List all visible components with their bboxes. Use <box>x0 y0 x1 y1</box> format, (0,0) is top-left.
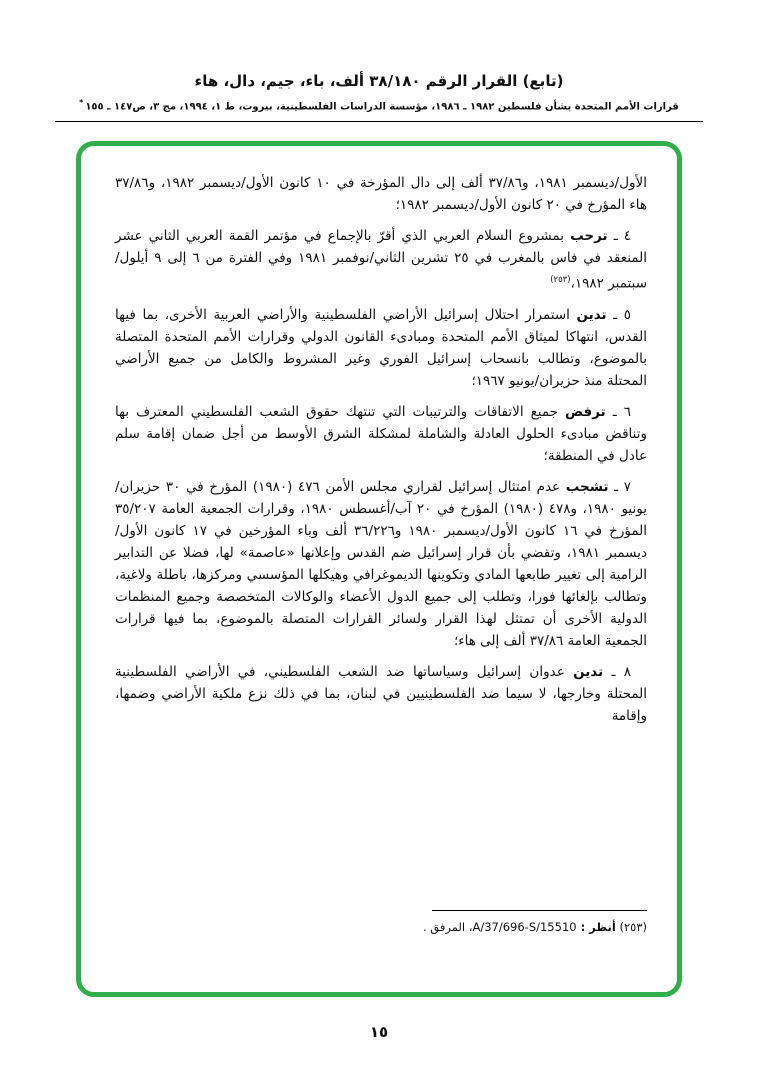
body-paragraph <box>115 172 647 216</box>
text-frame <box>76 141 682 997</box>
body-paragraph <box>115 476 647 652</box>
footnote-reference-mark: (٢٥٣) <box>550 275 571 286</box>
paragraph-text: الأول/ديسمبر ١٩٨١، و٣٧/٨٦ ألف إلى دال المؤرخة في ١٠ كانون الأول/ديسمبر ١٩٨٢، و٣٧/٨٦ هاء المؤرخ في ٢٠ كانون الأول/ديسمبر ١٩٨٢؛ <box>115 175 647 214</box>
page-number: ١٥ <box>369 1023 389 1042</box>
footnote <box>115 920 647 934</box>
paragraph-text: بمشروع السلام العربي الذي أقرّ بالإجماع في مؤتمر القمة العربي الثاني عشر المنعقد في فاس بالمغرب في ٢٥ تشرين الثاني/نوفمبر ١٩٨١ وفي الفترة من ٦ إلى ٩ أيلول/سبتمبر ١٩٨٢، <box>115 228 648 292</box>
footnote-document-symbol: A/37/696-S/15510 <box>472 920 577 935</box>
paragraph-number: ٤ ـ <box>607 228 632 245</box>
paragraph-lead: تدين <box>573 663 604 680</box>
body-paragraph <box>115 304 647 392</box>
footnote-marker: (٢٥٣) <box>615 920 647 935</box>
paragraph-lead: ترحب <box>570 228 608 245</box>
page-header <box>0 0 758 122</box>
footnote-suffix: ، المرفق . <box>423 920 473 935</box>
paragraph-lead: تدين <box>576 306 607 323</box>
body-paragraph <box>115 661 647 727</box>
body-paragraph <box>115 225 647 295</box>
paragraph-text: جميع الاتفاقات والترتيبات التي تنتهك حقوق الشعب الفلسطيني المعترف بها وتناقض مبادىء الحلول العادلة والشاملة لمشكلة الشرق الأوسط من أجل ضمان إقامة سلم عادل في المنطقة؛ <box>115 403 647 464</box>
paragraph-number: ٧ ـ <box>608 478 631 495</box>
paragraph-text: استمرار احتلال إسرائيل الأراضي الفلسطينية والأراضي العربية الأخرى، بما فيها القدس، انتهاكا لميثاق الأمم المتحدة ومبادىء القانون الدولي وقرارات الأمم المتحدة المتصلة بالموضوع، وتطالب بانسحاب إسرائيل الفوري وغير المشروط والكامل من جميع الأراضي المحتلة منذ حزيران/يونيو ١٩٦٧؛ <box>115 306 647 389</box>
paragraph-text: عدوان إسرائيل وسياساتها ضد الشعب الفلسطيني، في الأراضي الفلسطينية المحتلة وخارجها، لا سيما ضد الفلسطينيين في لبنان، بما في ذلك نزع ملكية الأراضي وضمها، وإقامة <box>115 663 647 724</box>
source-note-mark: * <box>79 98 84 107</box>
source-citation <box>0 98 758 112</box>
paragraph-number: ٨ ـ <box>603 663 631 680</box>
body-paragraph <box>115 401 647 467</box>
paragraph-text: عدم امتثال إسرائيل لقراري مجلس الأمن ٤٧٦ (١٩٨٠) المؤرخ في ٣٠ حزيران/يونيو ١٩٨٠، و٤٧٨ (١٩٨٠) المؤرخ في ٢٠ آب/أغسطس ١٩٨٠، وقرارات الجمعية العامة ٣٥/٢٠٧ المؤرخ في ١٦ كانون الأول/ديسمبر ١٩٨٠ و٣٦/٢٢٦ ألف وباء المؤرخين في ١٧ كانون الأول/ديسمبر ١٩٨١، وتقضي بأن قرار إسرائيل ضم القدس وإعلانها «عاصمة» لها، فضلا عن التدابير الرامية إلى تغيير طابعها المادي وتكوينها الديموغرافي وهيكلها المؤسسي ومركزها، باطلة ولاغية، وتطالب بإلغائها فورا، وتطلب إلى جميع الدول الأعضاء والوكالات المتخصصة وجميع المنظمات الدولية الأخرى أن تمتثل لهذا القرار ولسائر القرارات المتصلة بالموضوع، بما فيها قرارات الجمعية العامة ٣٧/٨٦ ألف إلى هاء؛ <box>115 478 647 649</box>
footnote-label: أنظر : <box>576 920 616 935</box>
paragraph-number: ٥ ـ <box>606 306 632 323</box>
paragraph-lead: ترفض <box>565 403 606 420</box>
paragraph-number: ٦ ـ <box>605 403 631 420</box>
footnote-area <box>115 910 647 976</box>
footnote-separator <box>432 910 647 911</box>
page-title: (تابع) القرار الرقم ٣٨/١٨٠ ألف، باء، جيم، دال، هاء <box>194 72 564 90</box>
paragraph-lead: تشجب <box>565 478 609 495</box>
source-citation-text: قرارات الأمم المتحدة بشأن فلسطين ١٩٨٢ ـ ١٩٨٦، مؤسسة الدراسات الفلسطينية، بيروت، ط ١، ١٩٩٤، مج ٣، ص١٤٧ ـ ١٥٥ <box>85 101 679 113</box>
header-rule <box>55 121 703 122</box>
